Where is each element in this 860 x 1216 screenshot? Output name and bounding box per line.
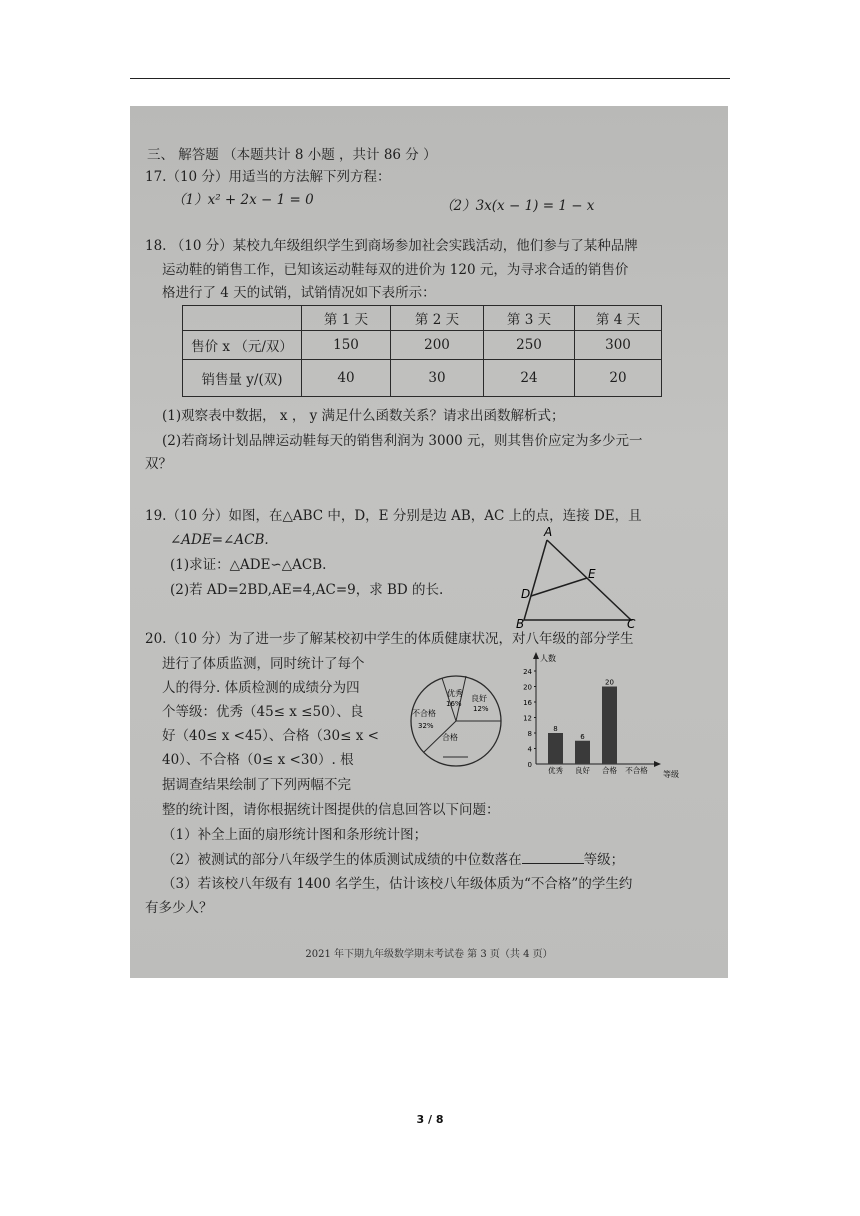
- triangle-abc: [524, 540, 631, 620]
- pie-label-good: 良好: [471, 694, 487, 703]
- q19-line2: ∠ADE=∠ACB.: [170, 532, 269, 548]
- y-axis-arrow: [533, 652, 539, 659]
- q20-line1: 20.（10 分）为了进一步了解某校初中学生的体质健康状况，对八年级的部分学生: [145, 631, 634, 647]
- q20-sub2-tail: 等级；: [583, 852, 625, 868]
- bar-data-label: 6: [580, 732, 585, 741]
- label-b: B: [516, 617, 525, 630]
- answer-blank: [522, 849, 584, 864]
- row-label-volume: 销售量 y/(双): [183, 360, 302, 397]
- q20-line7: 据调查结果绘制了下列两幅不完: [162, 777, 351, 793]
- y-tick-label: 16: [523, 699, 532, 707]
- bar-chart: [506, 651, 706, 779]
- q19-line1: 19.（10 分）如图，在△ABC 中，D，E 分别是边 AB，AC 上的点，连接 DE，且: [145, 508, 642, 524]
- page-number: 3 / 8: [416, 1113, 444, 1126]
- y-tick-label: 4: [527, 745, 532, 754]
- q18-line3: 格进行了 4 天的试销，试销情况如下表所示：: [162, 285, 436, 301]
- x-tick-label: 合格: [602, 766, 617, 775]
- q20-sub3a: （3）若该校八年级有 1400 名学生，估计该校八年级体质为“不合格”的学生约: [162, 876, 633, 892]
- pie-percent-excellent: 16%: [446, 700, 462, 708]
- segment-de: [531, 578, 587, 596]
- table-header: 第 3 天: [484, 306, 575, 331]
- q20-line8: 整的统计图，请你根据统计图提供的信息回答以下问题：: [162, 802, 500, 818]
- table-cell: 300: [575, 331, 662, 360]
- bar: [602, 687, 617, 765]
- q19-sub1: (1)求证：△ADE∽△ACB.: [170, 557, 327, 573]
- table-row-price: [183, 331, 662, 360]
- q20-line3: 人的得分. 体质检测的成绩分为四: [162, 680, 360, 696]
- x-axis-arrow: [654, 761, 661, 767]
- y-tick-label: 20: [523, 683, 532, 692]
- table-cell: 40: [302, 360, 391, 397]
- section-header: 三、 解答题 （本题共计 8 小题 ，共计 86 分 ）: [147, 147, 437, 163]
- table-cell: 24: [484, 360, 575, 397]
- sales-table: [182, 305, 662, 397]
- bar-data-label: 8: [553, 725, 558, 733]
- pie-percent-good: 12%: [473, 705, 489, 713]
- row-label-price: 售价 x （元/双）: [183, 331, 302, 360]
- table-header: 第 1 天: [302, 306, 391, 331]
- q20-line5: 好（40≤ x <45）、合格（30≤ x <: [162, 728, 379, 744]
- q20-sub1: （1）补全上面的扇形统计图和条形统计图；: [162, 827, 428, 843]
- header-rule: [130, 78, 730, 79]
- q18-sub2b: 双？: [145, 456, 172, 472]
- q17-part2: （2）3x(x − 1) = 1 − x: [440, 198, 595, 214]
- table-header: 第 2 天: [391, 306, 484, 331]
- label-d: D: [521, 587, 531, 601]
- q18-sub1: (1)观察表中数据， x ， y 满足什么函数关系？请求出函数解析式；: [162, 408, 565, 424]
- label-c: C: [627, 617, 636, 630]
- q20-line4: 个等级：优秀（45≤ x ≤50）、良: [162, 704, 364, 720]
- y-tick-label: 0: [527, 761, 532, 769]
- q20-line6: 40）、不合格（0≤ x <30）. 根: [162, 752, 354, 768]
- triangle-figure: [514, 524, 644, 630]
- table-cell: [183, 306, 302, 331]
- q19-sub2: (2)若 AD=2BD,AE=4,AC=9，求 BD 的长.: [170, 582, 444, 598]
- label-e: E: [588, 567, 596, 581]
- table-cell: 20: [575, 360, 662, 397]
- q17-part1: （1）x² + 2x − 1 = 0: [172, 192, 314, 208]
- bar: [548, 733, 563, 764]
- bar-data-label: 20: [605, 678, 614, 687]
- y-tick-label: 12: [523, 714, 532, 723]
- q18-sub2a: (2)若商场计划品牌运动鞋每天的销售利润为 3000 元，则其售价应定为多少元一: [162, 433, 643, 449]
- bar-layer: [523, 668, 648, 775]
- x-axis-label: 等级: [663, 770, 679, 779]
- exam-photo: [130, 106, 728, 978]
- x-tick-label: 不合格: [625, 766, 648, 775]
- bar: [575, 741, 590, 764]
- y-axis-label: 人数: [540, 654, 556, 663]
- y-tick-label: 24: [523, 668, 532, 676]
- table-row-volume: [183, 360, 662, 397]
- y-tick-label: 8: [527, 730, 532, 738]
- table-cell: 200: [391, 331, 484, 360]
- q18-line1: 18. （10 分）某校九年级组织学生到商场参加社会实践活动，他们参与了某种品牌: [145, 238, 638, 254]
- q20-sub3b: 有多少人？: [145, 900, 213, 916]
- pie-label-excellent: 优秀: [447, 689, 463, 698]
- table-cell: 250: [484, 331, 575, 360]
- pie-percent-fail: 32%: [418, 722, 434, 730]
- x-tick-label: 良好: [575, 766, 590, 775]
- pie-divider: [456, 676, 466, 721]
- table-cell: 150: [302, 331, 391, 360]
- x-tick-label: 优秀: [548, 766, 563, 775]
- q20-sub2: [162, 849, 624, 870]
- label-a: A: [544, 525, 553, 539]
- q20-line2: 进行了体质监测，同时统计了每个: [162, 656, 365, 672]
- q20-sub2-text: （2）被测试的部分八年级学生的体质测试成绩的中位数落在: [162, 852, 522, 868]
- table-header: 第 4 天: [575, 306, 662, 331]
- exam-footer: 2021 年下期九年级数学期末考试卷 第 3 页（共 4 页）: [305, 949, 553, 960]
- q17-title: 17.（10 分）用适当的方法解下列方程：: [145, 169, 391, 185]
- pie-label-fail: 不合格: [412, 709, 436, 718]
- table-header-row: [183, 306, 662, 331]
- q18-line2: 运动鞋的销售工作，已知该运动鞋每双的进价为 120 元，为寻求合适的销售价: [162, 262, 629, 278]
- pie-label-pass: 合格: [442, 733, 458, 742]
- table-cell: 30: [391, 360, 484, 397]
